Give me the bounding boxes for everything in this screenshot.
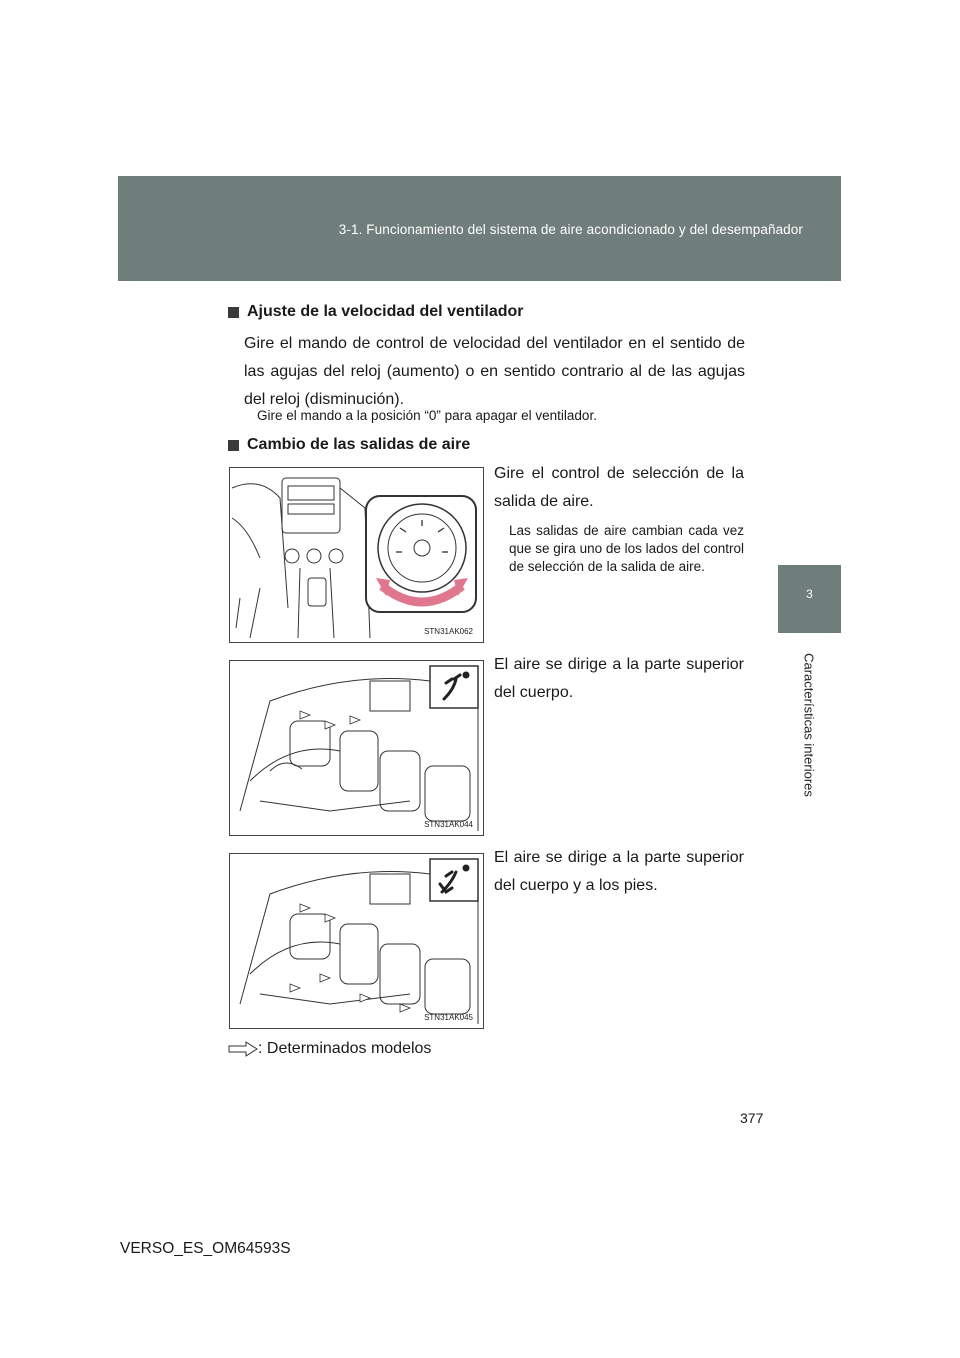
chapter-tab-label-box bbox=[778, 633, 841, 818]
figure-upper-body-and-feet bbox=[229, 853, 484, 1029]
figure-code: STN31AK044 bbox=[424, 820, 473, 829]
chapter-number: 3 bbox=[806, 587, 813, 601]
certain-models-arrow-icon bbox=[228, 1041, 258, 1057]
fan-speed-text: Gire el mando de control de velocidad del ventilador en el sentido de las agujas del reloj (aumento) o en sentido contrario al de las agujas del reloj (disminución). bbox=[244, 335, 745, 408]
section-heading-air-outlets bbox=[228, 436, 470, 454]
fan-speed-note: Gire el mando a la posición “0” para apagar el ventilador. bbox=[257, 408, 597, 423]
upper-body-feet-text: El aire se dirige a la parte superior del cuerpo y a los pies. bbox=[494, 849, 744, 894]
car-interior-feet-illustration bbox=[230, 854, 483, 1028]
legend-text: : Determinados modelos bbox=[258, 1040, 432, 1057]
dashboard-illustration bbox=[230, 468, 483, 642]
legend-row bbox=[228, 1040, 431, 1058]
outlet-step-text: Gire el control de selección de la salida de aire. bbox=[494, 465, 744, 510]
header-title: 3-1. Funcionamiento del sistema de aire acondicionado y del desempañador bbox=[338, 222, 803, 237]
document-code: VERSO_ES_OM64593S bbox=[120, 1240, 291, 1257]
page-number: 377 bbox=[740, 1110, 764, 1126]
chapter-label: Características interiores bbox=[801, 653, 817, 797]
outlet-step-note: Las salidas de aire cambian cada vez que se gira uno de los lados del control de selección de la salida de aire. bbox=[509, 523, 744, 574]
upper-body-text: El aire se dirige a la parte superior del cuerpo. bbox=[494, 656, 744, 701]
figure-code: STN31AK045 bbox=[424, 1013, 473, 1022]
square-bullet-icon bbox=[228, 307, 239, 318]
section-heading-fan-speed bbox=[228, 303, 524, 321]
section-heading-text: Ajuste de la velocidad del ventilador bbox=[247, 303, 524, 320]
square-bullet-icon bbox=[228, 440, 239, 451]
figure-outlet-selector bbox=[229, 467, 484, 643]
chapter-tab bbox=[778, 565, 841, 633]
car-interior-upper-illustration bbox=[230, 661, 483, 835]
header-band bbox=[118, 176, 841, 281]
figure-code: STN31AK062 bbox=[424, 627, 473, 636]
figure-upper-body bbox=[229, 660, 484, 836]
section-heading-text: Cambio de las salidas de aire bbox=[247, 436, 471, 453]
